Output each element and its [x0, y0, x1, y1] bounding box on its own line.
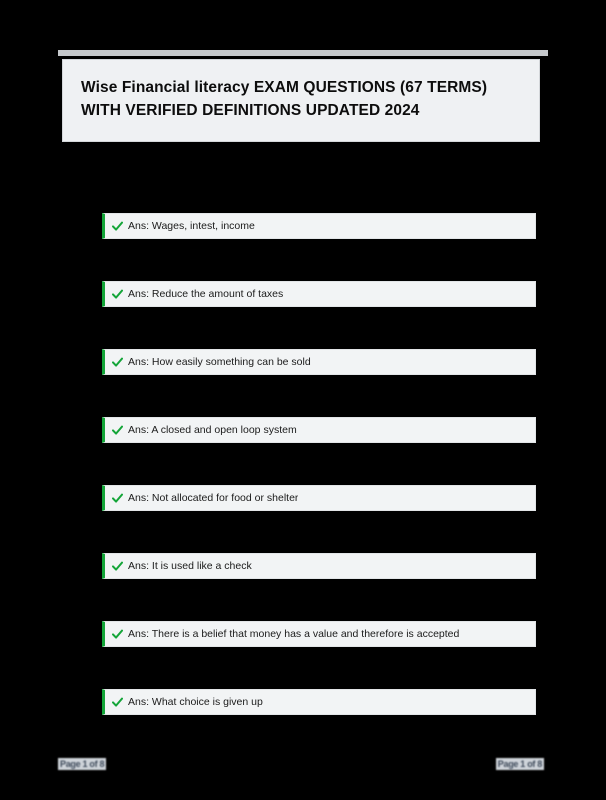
answer-text: Ans: A closed and open loop system — [128, 424, 297, 436]
page-footer — [58, 758, 548, 778]
list-item[interactable] — [102, 213, 536, 239]
check-icon — [112, 221, 123, 232]
answer-text: Ans: It is used like a check — [128, 560, 252, 572]
answer-text: Ans: Wages, intest, income — [128, 220, 255, 232]
list-item[interactable] — [102, 689, 536, 715]
answer-text: Ans: How easily something can be sold — [128, 356, 311, 368]
check-icon — [112, 561, 123, 572]
check-icon — [112, 357, 123, 368]
check-icon — [112, 629, 123, 640]
footer-left-label: Page 1 of 8 — [60, 759, 105, 769]
check-icon — [112, 493, 123, 504]
answer-text: Ans: What choice is given up — [128, 696, 263, 708]
page-title: Wise Financial literacy EXAM QUESTIONS (67 TERMS) WITH VERIFIED DEFINITIONS UPDATED 2024 — [81, 79, 488, 120]
document-title-box — [62, 59, 540, 142]
check-icon — [112, 425, 123, 436]
answer-text: Ans: Reduce the amount of taxes — [128, 288, 284, 300]
list-item[interactable] — [102, 485, 536, 511]
header-divider — [58, 50, 548, 56]
list-item[interactable] — [102, 349, 536, 375]
answer-text: Ans: Not allocated for food or shelter — [128, 492, 299, 504]
answer-text: Ans: There is a belief that money has a value and therefore is accepted — [128, 628, 460, 640]
list-item[interactable] — [102, 281, 536, 307]
footer-right-label: Page 1 of 8 — [497, 759, 542, 769]
document-sheet — [58, 50, 548, 780]
list-item[interactable] — [102, 417, 536, 443]
check-icon — [112, 289, 123, 300]
check-icon — [112, 697, 123, 708]
list-item[interactable] — [102, 621, 536, 647]
list-item[interactable] — [102, 553, 536, 579]
answer-list — [102, 213, 536, 757]
